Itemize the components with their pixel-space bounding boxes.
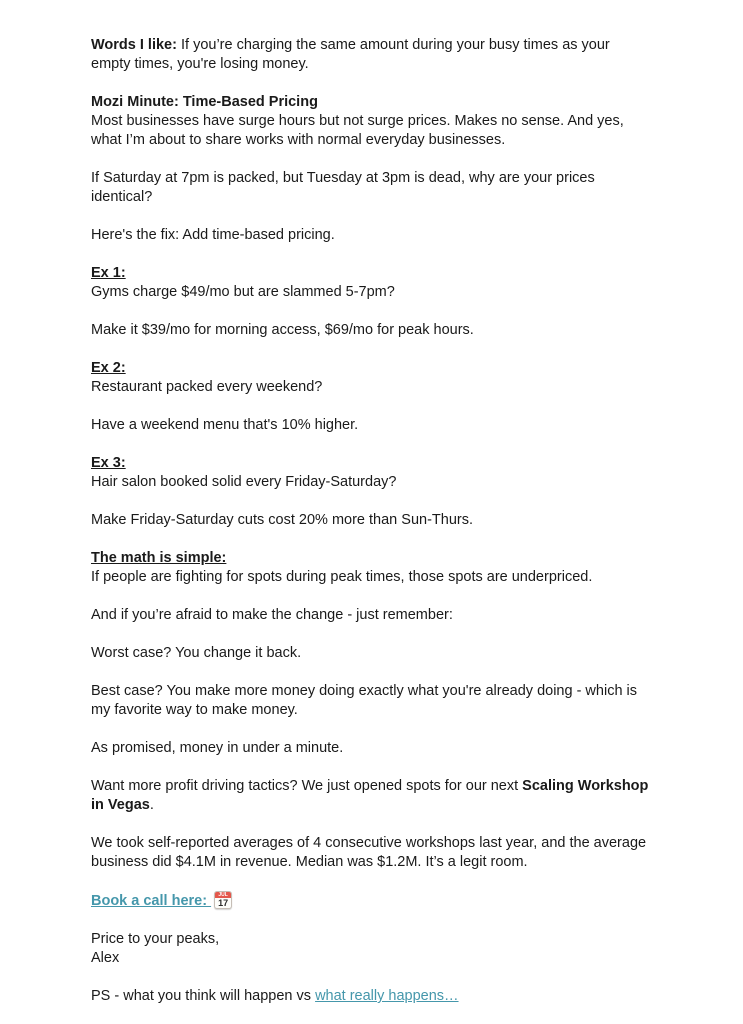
book-a-call-link[interactable] — [91, 893, 211, 909]
example-2-question: Restaurant packed every weekend? — [91, 379, 323, 395]
words-i-like-text: If you’re charging the same amount during your busy times as your empty times, you're losing money. — [91, 37, 610, 72]
signoff-name: Alex — [91, 950, 120, 966]
paragraph-example-3-answer: Make Friday-Saturday cuts cost 20% more than Sun-Thurs. — [91, 512, 473, 528]
paragraph-book-call — [91, 891, 649, 911]
paragraph-worst-case: Worst case? You change it back. — [91, 645, 302, 661]
paragraph-example-1 — [91, 264, 649, 302]
paragraph-best-case: Best case? You make more money doing exactly what you're already doing - which is my favorite way to make money. — [91, 683, 638, 718]
paragraph-as-promised: As promised, money in under a minute. — [91, 740, 344, 756]
example-1-question: Gyms charge $49/mo but are slammed 5-7pm? — [91, 284, 395, 300]
what-really-happens-link[interactable]: what really happens… — [315, 988, 459, 1004]
want-more-post: . — [149, 797, 154, 813]
the-math-text: If people are fighting for spots during peak times, those spots are underpriced. — [91, 569, 593, 585]
paragraph-example-2-answer: Have a weekend menu that's 10% higher. — [91, 417, 359, 433]
book-a-call-link-label: Book a call here: — [91, 893, 212, 909]
email-body — [91, 0, 649, 1006]
paragraph-example-1-answer: Make it $39/mo for morning access, $69/mo for peak hours. — [91, 322, 474, 338]
paragraph-the-fix: Here's the fix: Add time-based pricing. — [91, 227, 335, 243]
calendar-icon-month: JUL — [215, 892, 231, 898]
paragraph-words-i-like — [91, 36, 649, 74]
paragraph-example-3 — [91, 454, 649, 492]
paragraph-signoff — [91, 930, 649, 968]
want-more-pre: Want more profit driving tactics? We just opened spots for our next — [91, 778, 523, 794]
calendar-icon-day: 17 — [218, 898, 229, 908]
paragraph-ps — [91, 987, 649, 1006]
the-math-label: The math is simple: — [91, 550, 227, 566]
paragraph-the-math — [91, 549, 649, 587]
paragraph-mozi-minute — [91, 93, 649, 150]
words-i-like-label: Words I like: — [91, 37, 177, 53]
example-2-label: Ex 2: — [91, 360, 126, 376]
mozi-minute-heading: Mozi Minute: Time-Based Pricing — [91, 94, 318, 110]
paragraph-workshop-stats: We took self-reported averages of 4 consecutive workshops last year, and the average business did $4.1M in revenue. Median was $1.2M. It’s a legit room. — [91, 835, 647, 870]
calendar-icon — [214, 891, 232, 909]
paragraph-afraid: And if you’re afraid to make the change - just remember: — [91, 607, 453, 623]
signoff-line: Price to your peaks, — [91, 931, 220, 947]
scaling-workshop-bold: Scaling Workshop in Vegas — [91, 778, 649, 813]
example-3-label: Ex 3: — [91, 455, 126, 471]
paragraph-want-more — [91, 777, 649, 815]
paragraph-example-2 — [91, 359, 649, 397]
paragraph-saturday-question: If Saturday at 7pm is packed, but Tuesday at 3pm is dead, why are your prices identical? — [91, 170, 595, 205]
ps-text: PS - what you think will happen vs — [91, 988, 316, 1004]
example-3-question: Hair salon booked solid every Friday-Saturday? — [91, 474, 397, 490]
mozi-minute-text: Most businesses have surge hours but not surge prices. Makes no sense. And yes, what I’m about to share works with normal everyday businesses. — [91, 113, 624, 148]
example-1-label: Ex 1: — [91, 265, 126, 281]
